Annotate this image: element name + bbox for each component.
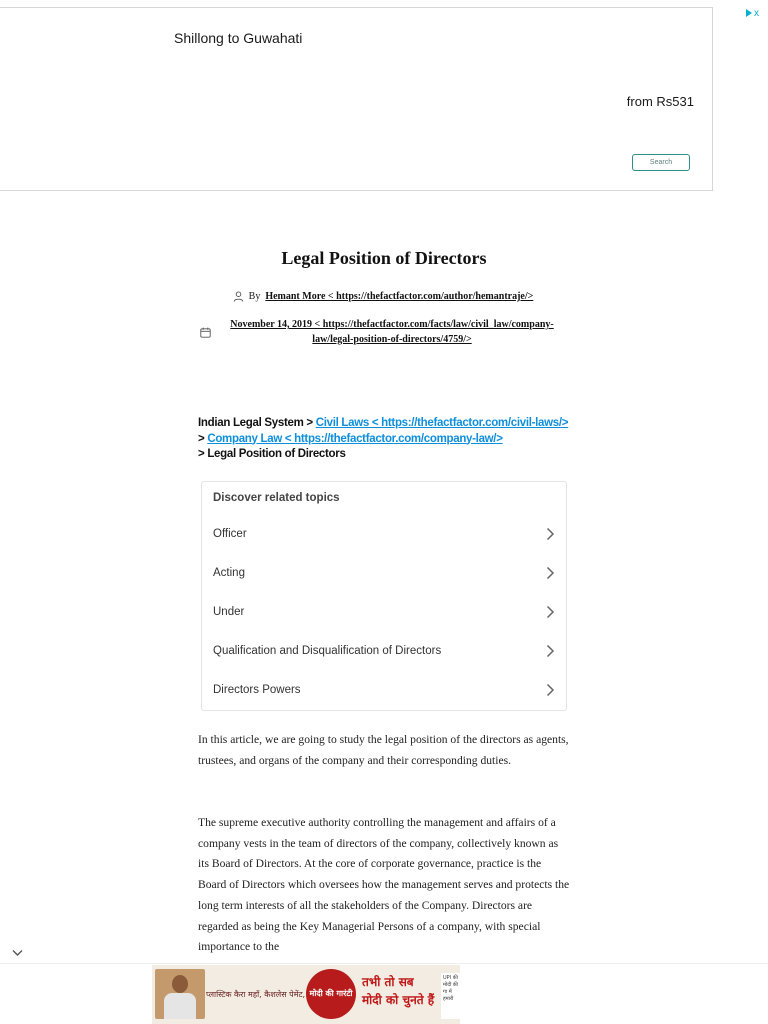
top-banner-ad[interactable]	[0, 7, 713, 191]
breadcrumb-current: Legal Position of Directors	[207, 448, 346, 460]
topic-item-under[interactable]	[202, 594, 566, 630]
topic-label: Qualification and Disqualification of Directors	[213, 645, 442, 657]
breadcrumb-separator: >	[198, 448, 208, 460]
ad-slogan-line: तभी तो सब	[362, 975, 414, 989]
ad-search-button[interactable]: Search	[632, 154, 690, 171]
ad-person-face	[172, 975, 188, 993]
person-icon	[233, 291, 244, 302]
ad-close-icon[interactable]: x	[754, 7, 759, 19]
breadcrumb-link-civil-laws[interactable]: Civil Laws < https://thefactfactor.com/civil-laws/>	[315, 417, 569, 429]
topic-item-officer[interactable]	[202, 516, 566, 552]
author-row	[198, 291, 568, 302]
related-topics-box	[201, 481, 567, 711]
related-topics-heading: Discover related topics	[213, 492, 340, 504]
topic-label: Officer	[213, 528, 247, 540]
article-paragraph: In this article, we are going to study the legal position of the directors as agents, trustees, and organs of the company and their corresponding duties.	[198, 733, 569, 767]
ad-slogan	[362, 973, 434, 1009]
topic-label: Under	[213, 606, 245, 618]
topic-item-acting[interactable]	[202, 555, 566, 591]
page-title: Legal Position of Directors	[281, 248, 487, 268]
ad-slogan-line: मोदी को चुनते हैं	[362, 993, 435, 1007]
ad-person-shirt	[164, 993, 196, 1019]
chevron-right-icon	[544, 605, 556, 619]
topic-item-qualification[interactable]	[202, 633, 566, 669]
topic-item-directors-powers[interactable]	[202, 672, 566, 708]
ad-price-text: from Rs531	[626, 94, 694, 109]
bottom-banner-ad[interactable]	[152, 965, 460, 1024]
breadcrumb-link-company-law[interactable]: Company Law < https://thefactfactor.com/company-law/>	[207, 432, 503, 445]
calendar-icon	[200, 327, 211, 338]
ad-side-text: UPI की मोदी की गा में हमारी	[441, 973, 460, 1019]
chevron-right-icon	[544, 644, 556, 658]
breadcrumb-separator: >	[198, 432, 208, 445]
adchoices-icon[interactable]	[746, 7, 768, 19]
date-link[interactable]: November 14, 2019 < https://thefactfactor.com/facts/law/civil_law/company-law/legal-position-of-directors/4759/>	[230, 319, 554, 345]
author-link[interactable]: Hemant More < https://thefactfactor.com/author/hemantraje/>	[265, 291, 534, 302]
breadcrumb-root: Indian Legal System	[198, 417, 304, 429]
ad-tagline: प्लास्टिक कैरा महाँ, कैशलेस पेमेंट,	[206, 990, 306, 999]
chevron-right-icon	[544, 527, 556, 541]
topic-label: Acting	[213, 567, 245, 579]
chevron-down-icon[interactable]	[11, 948, 24, 958]
breadcrumb	[198, 416, 570, 463]
ad-person-image	[155, 969, 205, 1019]
breadcrumb-separator: >	[303, 417, 316, 429]
adchoices-triangle-icon	[746, 9, 752, 17]
article-paragraph: The supreme executive authority controlling the management and affairs of a company vests in the team of directors of the company, collectively known as its Board of Directors. At the core of corporate governance, practice is the Board of Directors which oversees how the management serves and protects the long term interests of all the stakeholders of the Company. Directors are regarded as being the Key Managerial Persons of a company, with special importance to the	[198, 816, 570, 954]
ad-guarantee-badge: मोदी की गारंटी	[306, 969, 356, 1019]
chevron-right-icon	[544, 566, 556, 580]
chevron-right-icon	[544, 683, 556, 697]
date-row	[198, 317, 568, 347]
by-label: By	[248, 291, 261, 302]
ad-route-text: Shillong to Guwahati	[174, 30, 303, 46]
topic-label: Directors Powers	[213, 684, 301, 696]
